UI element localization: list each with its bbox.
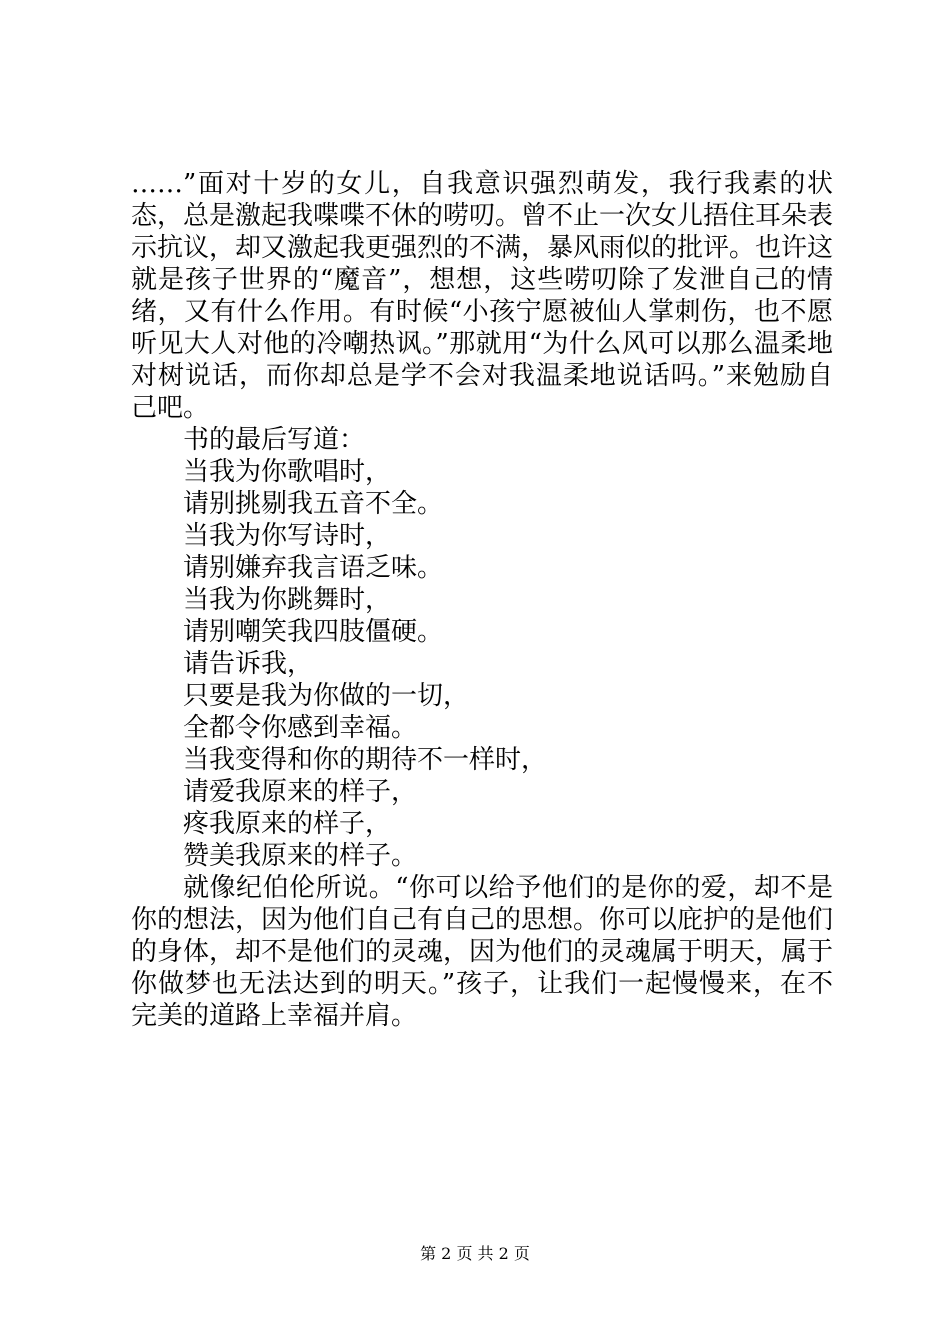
page-footer: 第 2 页 共 2 页 xyxy=(420,1244,530,1263)
poem-line: 赞美我原来的样子。 xyxy=(183,841,418,871)
poem-line: 当我为你跳舞时， xyxy=(183,585,392,615)
paragraph-book-intro: 书的最后写道： xyxy=(183,425,366,455)
document-body xyxy=(131,168,833,1032)
poem-line: 当我变得和你的期待不一样时， xyxy=(183,745,548,775)
poem-line: 请别挑剔我五音不全。 xyxy=(183,489,444,519)
poem-line: 疼我原来的样子， xyxy=(183,809,392,839)
poem-line: 请别嫌弃我言语乏味。 xyxy=(183,553,444,583)
poem-line: 全都令你感到幸福。 xyxy=(183,713,418,743)
poem-line: 请爱我原来的样子， xyxy=(183,777,418,807)
poem-line: 当我为你歌唱时， xyxy=(183,457,392,487)
poem-line: 请别嘲笑我四肢僵硬。 xyxy=(183,617,444,647)
poem-line: 只要是我为你做的一切， xyxy=(183,681,470,711)
poem xyxy=(131,456,833,872)
paragraph-closing: 就像纪伯伦所说。“你可以给予他们的是你的爱，却不是你的想法，因为他们自己有自己的思想。你可以庇护的是他们的身体，却不是他们的灵魂，因为他们的灵魂属于明天，属于你做梦也无法达到的明天。”孩子，让我们一起慢慢来，在不完美的道路上幸福并肩。 xyxy=(131,873,834,1031)
paragraph-reflection: ……”面对十岁的女儿，自我意识强烈萌发，我行我素的状态，总是激起我喋喋不休的唠叨。曾不止一次女儿捂住耳朵表示抗议，却又激起我更强烈的不满，暴风雨似的批评。也许这就是孩子世界的“魔音”，想想，这些唠叨除了发泄自己的情绪，又有什么作用。有时候“小孩宁愿被仙人掌刺伤，也不愿听见大人对他的冷嘲热讽。”那就用“为什么风可以那么温柔地对树说话，而你却总是学不会对我温柔地说话吗。”来勉励自己吧。 xyxy=(131,169,834,423)
poem-line: 当我为你写诗时， xyxy=(183,521,392,551)
poem-line: 请告诉我， xyxy=(183,649,314,679)
